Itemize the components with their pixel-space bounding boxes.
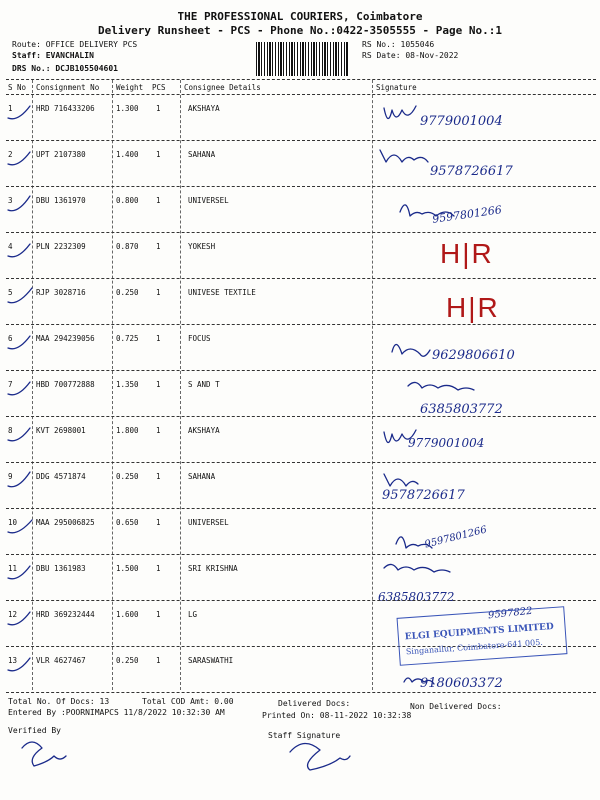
row-signature-text: 9597801266 [431,203,503,226]
route-label: Route: OFFICE DELIVERY PCS [12,40,138,49]
drs-number: DRS No.: DCJB105504601 [12,64,118,73]
row-weight: 0.250 [116,656,139,665]
row-signature-text: 9597822 [487,605,533,622]
row-signature-text: 9629806610 [432,348,515,363]
row-pcs: 1 [156,518,161,527]
row-consignment: DDG 4571874 [36,472,86,481]
row-consignee: AKSHAYA [188,104,220,113]
row-sno: 5 [8,288,13,297]
sno-tick-marks [8,106,32,671]
row-sno: 10 [8,518,18,527]
row-consignment: KVT 2698001 [36,426,86,435]
signature-scribble-6 [392,344,430,356]
row-weight: 1.300 [116,104,139,113]
row-signature-text: 6385803772 [378,590,455,604]
col-signature: Signature [376,83,417,92]
row-sno: 13 [8,656,18,665]
printed-on: Printed On: 08-11-2022 10:32:38 [262,711,412,720]
row-sno: 2 [8,150,13,159]
row-pcs: 1 [156,610,161,619]
row-sno: 1 [8,104,13,113]
row-weight: 1.500 [116,564,139,573]
signature-scribble-3 [400,205,454,216]
row-weight: 0.250 [116,288,139,297]
row-pcs: 1 [156,288,161,297]
row-consignment: HBD 700772888 [36,380,95,389]
stamp-line1: ELGI EQUIPMENTS LIMITED [404,621,555,643]
row-weight: 0.870 [116,242,139,251]
row-pcs: 1 [156,196,161,205]
signature-scribble-9 [384,474,418,486]
row-consignee: AKSHAYA [188,426,220,435]
signature-scribble-10 [396,537,432,548]
row-consignee: UNIVERSEL [188,518,229,527]
row-consignee: SARASWATHI [188,656,234,665]
signature-scribble-11 [384,564,450,572]
row-sno: 12 [8,610,18,619]
row-pcs: 1 [156,242,161,251]
col-sno: S No [8,83,27,92]
signature-scribble-1 [384,106,416,119]
row-consignee: UNIVERSEL [188,196,229,205]
row-signature-text: 9779001004 [408,436,485,450]
row-consignment: RJP 3028716 [36,288,86,297]
row-weight: 0.250 [116,472,139,481]
row-weight: 0.725 [116,334,139,343]
rs-date: RS Date: 08-Nov-2022 [362,51,459,60]
non-delivered-docs: Non Delivered Docs: [410,702,502,711]
row-pcs: 1 [156,380,161,389]
row-signature-text: 6385803772 [420,402,503,417]
row-weight: 0.800 [116,196,139,205]
row-pcs: 1 [156,564,161,573]
row-weight: 1.600 [116,610,139,619]
row-pcs: 1 [156,334,161,343]
row-sno: 4 [8,242,13,251]
row-weight: 1.400 [116,150,139,159]
col-consignee: Consignee Details [184,83,261,92]
runsheet-subtitle: Delivery Runsheet - PCS - Phone No.:0422-3505555 - Page No.:1 [98,24,502,37]
row-weight: 1.800 [116,426,139,435]
col-weight: Weight [116,83,144,92]
row-consignment: MAA 295006825 [36,518,95,527]
row-signature-text: 9779001004 [420,114,503,129]
stamp-line2: Singanallur, Coimbatore-641 005. [405,637,544,657]
row-signature-text: 9578726617 [382,488,465,503]
row-signature-text: 9578726617 [430,164,513,179]
row-consignment: UPT 2107380 [36,150,86,159]
col-pcs: PCS [152,83,166,92]
row-consignee: FOCUS [188,334,211,343]
row-consignee: SRI KRISHNA [188,564,238,573]
verified-by-label: Verified By [8,726,61,735]
total-cod: Total COD Amt: 0.00 [142,697,234,706]
row-pcs: 1 [156,426,161,435]
row-consignee: SAHANA [188,150,216,159]
row-pcs: 1 [156,656,161,665]
delivered-docs: Delivered Docs: [278,699,351,708]
row-consignment: MAA 294239056 [36,334,95,343]
staff-label: Staff: EVANCHALIN [12,51,94,60]
row-sno: 11 [8,564,18,573]
row-signature-text: 9597801266 [423,524,489,551]
row-sno: 6 [8,334,13,343]
row-sno: 3 [8,196,13,205]
row-consignment: PLN 2232309 [36,242,86,251]
row-consignee: LG [188,610,198,619]
entered-by: Entered By :POORNIMAPCS 11/8/2022 10:32:30 AM [8,708,225,717]
row-signature-text: 9180603372 [420,676,503,691]
row-consignment: DBU 1361983 [36,564,86,573]
row-consignment: HRD 716433206 [36,104,95,113]
row-consignment: DBU 1361970 [36,196,86,205]
rs-number: RS No.: 1055046 [362,40,435,49]
signature-scribble-8 [384,430,416,443]
row-pcs: 1 [156,150,161,159]
signature-scribble-2 [380,150,428,162]
verified-signature [22,742,66,766]
total-docs: Total No. Of Docs: 13 [8,697,110,706]
hr-mark: H|R [440,238,494,269]
staff-signature-label: Staff Signature [268,731,341,740]
row-consignee: YOKESH [188,242,216,251]
row-weight: 0.650 [116,518,139,527]
row-consignee: UNIVESE TEXTILE [188,288,256,297]
signature-scribble-7 [408,382,474,390]
row-consignee: SAHANA [188,472,216,481]
row-consignment: HRD 369232444 [36,610,95,619]
row-consignee: S AND T [188,380,220,389]
hr-mark: H|R [446,292,500,323]
row-pcs: 1 [156,104,161,113]
row-sno: 7 [8,380,13,389]
company-title: THE PROFESSIONAL COURIERS, Coimbatore [177,10,423,23]
staff-signature [290,743,350,770]
col-consignment: Consignment No [36,83,100,92]
row-weight: 1.350 [116,380,139,389]
row-consignment: VLR 4627467 [36,656,86,665]
row-sno: 8 [8,426,13,435]
row-pcs: 1 [156,472,161,481]
row-sno: 9 [8,472,13,481]
signature-scribble-13 [404,678,434,684]
